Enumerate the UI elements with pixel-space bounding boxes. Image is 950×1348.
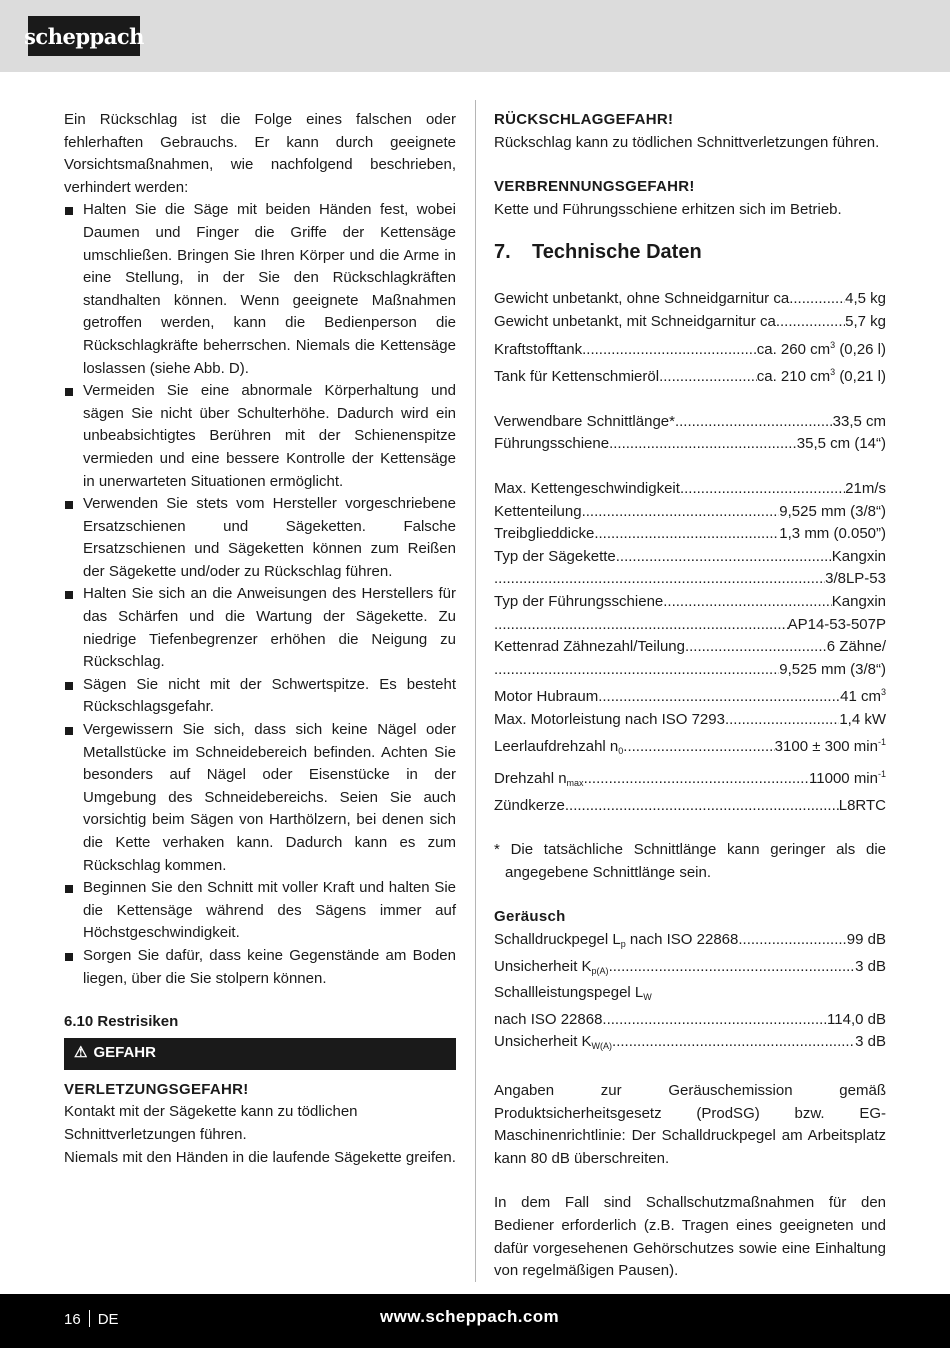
bullet-square-icon	[65, 388, 73, 396]
list-item: Halten Sie die Säge mit beiden Händen fest, wobei Daumen und Finger die Griffe der Kettensäge umschließen. Bringen Sie Ihren Körper und die Arme in eine Stellung, in der Sie den Rückschlagkräften standhalten können. Wenn geeignete Maßnahmen getroffen werden, kann die Bedienperson die Rückschlagkräfte beherrschen. Niemals die Kettensäge loslassen (siehe Abb. D).	[64, 199, 456, 380]
spec-group-lengths	[494, 411, 886, 456]
spec-row: Unsicherheit $K_{W(A)}$ ..... 3 dB	[494, 1031, 886, 1058]
intro-paragraph: Ein Rückschlag ist die Folge eines falschen oder fehlerhaften Gebrauchs. Er kann durch geeignete Vorsichtsmaßnahmen, wie nachfolgend beschrieben, verhindert werden:	[64, 111, 456, 196]
list-item: Vermeiden Sie eine abnormale Körperhaltung und sägen Sie nicht über Schulterhöhe. Dadurch wird ein unbeabsichtigtes Berühren mit der Schienenspitze vermieden und eine bessere Kontrolle der Kettensäge in unerwarteten Situationen ermöglicht.	[64, 380, 456, 493]
list-item: Verwenden Sie stets vom Hersteller vorgeschriebene Ersatzschienen und Sägeketten. Falsche Ersatzschienen und Sägeketten können zum Reißen der Sägekette und/oder zu Rückschlag führen.	[64, 493, 456, 583]
page-header	[0, 0, 950, 72]
section-title: Technische Daten	[532, 241, 702, 264]
spec-row: Verwendbare Schnittlänge* ..... 33,5 cm	[494, 411, 886, 434]
bullet-square-icon	[65, 727, 73, 735]
bullet-square-icon	[65, 207, 73, 215]
list-item: Vergewissern Sie sich, dass sich keine Nägel oder Metallstücke im Schneidebereich befinden. Achten Sie besonders auf Nägel oder Eisenstücke in der Umgebung des Schneidebereichs. Seien Sie auch vorsichtig beim Sägen von Harthölzern, bei denen sich die Kette verhaken kann. Dadurch kann es zum Rückschlag kommen.	[64, 719, 456, 877]
protection-paragraph: In dem Fall sind Schallschutzmaßnahmen für den Bediener erforderlich (z.B. Tragen eines geeigneten und dafür vorgesehenen Gehörschutzes sowie eine Einhaltung von regelmäßigen Pausen).	[494, 1194, 886, 1280]
kickback-prevention-list	[64, 199, 456, 990]
spec-row: ..... 3/8LP-53	[494, 568, 886, 591]
left-column	[64, 109, 456, 1169]
column-divider	[475, 100, 476, 1282]
spec-row: Führungsschiene ..... 35,5 cm (14“)	[494, 433, 886, 456]
danger-banner	[64, 1038, 456, 1070]
spec-group-weights	[494, 288, 886, 388]
noise-heading: Geräusch	[494, 908, 566, 926]
spec-row: Motor Hubraum ..... 41 $cm^3$	[494, 681, 886, 709]
kickback-heading: RÜCKSCHLAGGEFAHR!	[494, 111, 674, 128]
section-title-residual-risks: 6.10 Restrisiken	[64, 1013, 179, 1031]
spec-row: Max. Kettengeschwindigkeit ..... 21m/s	[494, 478, 886, 501]
list-item: Sägen Sie nicht mit der Schwertspitze. Es besteht Rückschlagsgefahr.	[64, 674, 456, 719]
spec-row: Zündkerze ..... L8RTC	[494, 795, 886, 818]
spec-row: nach ISO 22868 ..... 114,0 dB	[494, 1009, 886, 1032]
kickback-text: Rückschlag kann zu tödlichen Schnittverletzungen führen.	[494, 133, 880, 151]
right-column	[494, 109, 886, 1283]
injury-text: Kontakt mit der Sägekette kann zu tödlichen Schnittverletzungen führen.	[64, 1103, 358, 1143]
spec-group-chain	[494, 478, 886, 817]
page-number: 16 DE	[64, 1311, 119, 1328]
spec-row: Drehzahl $n_{max}$ ..... 11000 $\min^{-1}$	[494, 763, 886, 795]
spec-row: ..... 9,525 mm (3/8“)	[494, 659, 886, 682]
spec-row: Gewicht unbetankt, ohne Schneidgarnitur ca. ..... 4,5 kg	[494, 288, 886, 311]
injury-text-2: Niemals mit den Händen in die laufende Sägekette greifen.	[64, 1148, 456, 1166]
bullet-square-icon	[65, 885, 73, 893]
spec-row: Typ der Führungsschiene ..... Kangxin	[494, 591, 886, 614]
list-item: Halten Sie sich an die Anweisungen des Herstellers für das Schärfen und die Wartung der Sägekette. Zu niedrige Tiefenbegrenzer erhöhen die Neigung zu Rückschlag.	[64, 583, 456, 673]
spec-row: Unsicherheit $K_{p(A)}$ ..... 3 dB	[494, 956, 886, 983]
brand-logo: scheppach	[28, 16, 140, 56]
tech-data-title	[494, 238, 886, 266]
spec-row: Kettenrad Zähnezahl/Teilung ..... 6 Zähne/	[494, 636, 886, 659]
language-code: DE	[97, 1311, 119, 1328]
emission-paragraph: Angaben zur Geräuschemission gemäß Produktsicherheitsgesetz (ProdSG) bzw. EG-Maschinenrichtlinie: Der Schalldruckpegel am Arbeitsplatz kann 80 dB überschreiten.	[494, 1082, 886, 1167]
spec-row: Max. Motorleistung nach ISO 7293 ..... 1,4 kW	[494, 709, 886, 732]
cut-length-footnote: * Die tatsächliche Schnittlänge kann geringer als die angegebene Schnittlänge sein.	[494, 841, 886, 881]
spec-row: Tank für Kettenschmieröl ..... ca. 210 $cm^3$ (0,21 l)	[494, 361, 886, 389]
spec-row: Kettenteilung ..... 9,525 mm (3/8“)	[494, 501, 886, 524]
spec-row: ..... AP14-53-507P	[494, 614, 886, 637]
injury-heading: VERLETZUNGSGEFAHR!	[64, 1080, 249, 1098]
page-footer	[0, 1294, 950, 1348]
spec-row: Leerlaufdrehzahl $n_0$ ..... 3100 ± 300 $\min^{-1}$	[494, 731, 886, 763]
spec-row: Schallleistungspegel $L_W$	[494, 984, 652, 1003]
bullet-square-icon	[65, 591, 73, 599]
warning-triangle-icon: ⚠	[74, 1044, 88, 1062]
spec-row: Treibglieddicke ..... 1,3 mm (0.050”)	[494, 523, 886, 546]
website-link[interactable]: www.scheppach.com	[380, 1307, 560, 1326]
list-item: Sorgen Sie dafür, dass keine Gegenstände am Boden liegen, über die Sie stolpern können.	[64, 945, 456, 990]
bullet-square-icon	[65, 501, 73, 509]
spec-row: Typ der Sägekette ..... Kangxin	[494, 546, 886, 569]
spec-row: Schalldruckpegel $L_p$ nach ISO 22868 ..... 99 dB	[494, 929, 886, 956]
spec-row: Gewicht unbetankt, mit Schneidgarnitur ca. ..... 5,7 kg	[494, 311, 886, 334]
spec-group-noise	[494, 929, 886, 1058]
spec-row: Kraftstofftank ..... ca. 260 $cm^3$ (0,26 l)	[494, 334, 886, 362]
list-item: Beginnen Sie den Schnitt mit voller Kraft und halten Sie die Kettensäge während des Sägens immer auf Höchstgeschwindigkeit.	[64, 877, 456, 945]
bullet-square-icon	[65, 953, 73, 961]
bullet-square-icon	[65, 682, 73, 690]
danger-label: GEFAHR	[93, 1044, 156, 1062]
burn-text: Kette und Führungsschiene erhitzen sich im Betrieb.	[494, 200, 842, 218]
section-number: 7.	[494, 241, 511, 264]
burn-heading: VERBRENNUNGSGEFAHR!	[494, 178, 695, 196]
